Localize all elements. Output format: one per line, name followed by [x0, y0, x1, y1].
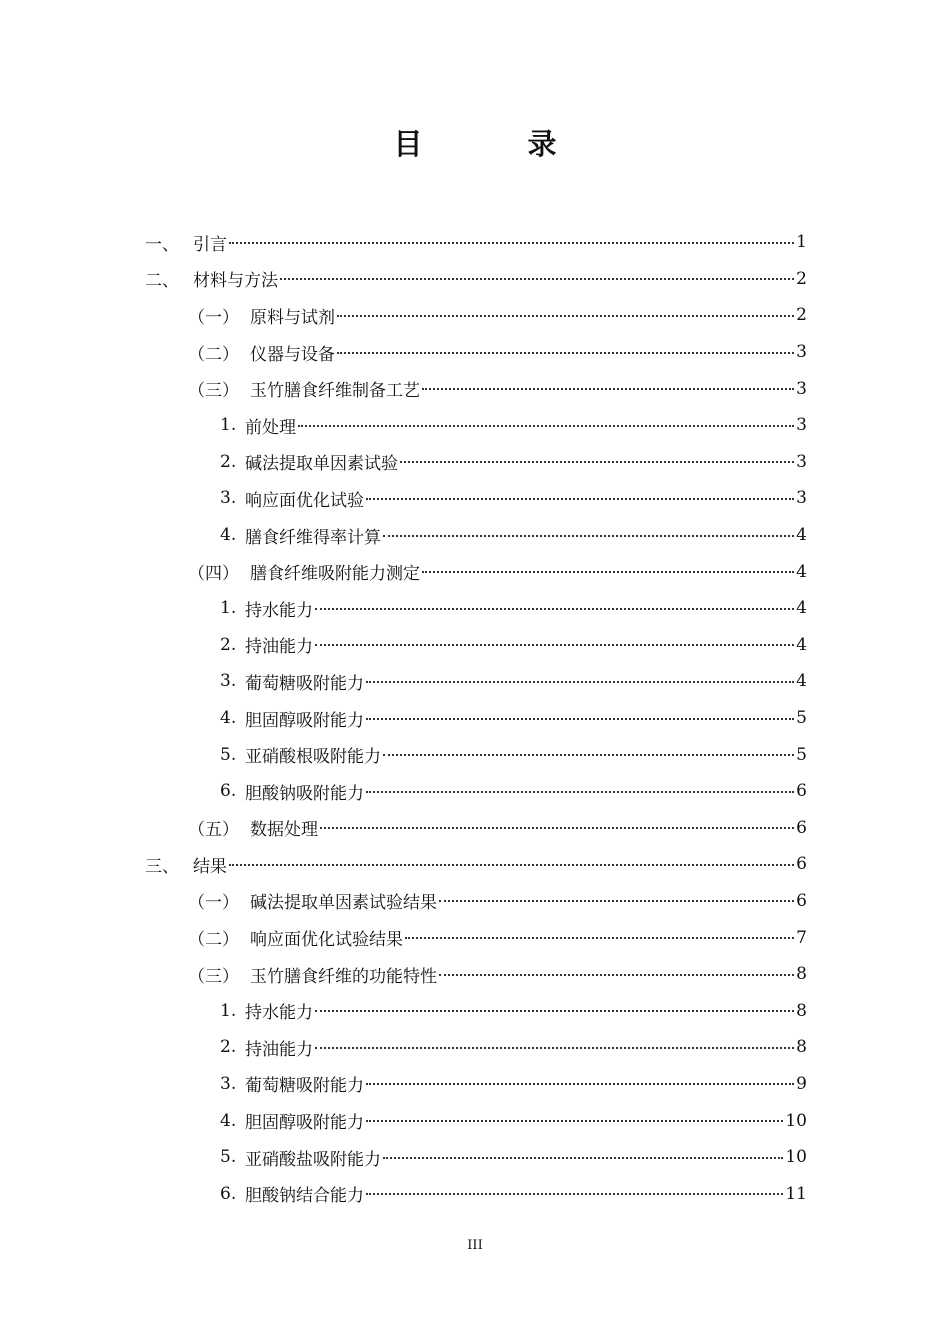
toc-entry-number: 二、: [145, 271, 179, 292]
toc-entry-number: 6.: [220, 1183, 237, 1204]
dot-leader: [320, 826, 794, 829]
toc-entry[interactable]: [0, 992, 950, 1029]
toc-entry[interactable]: [0, 1102, 950, 1139]
dot-leader: [422, 570, 794, 573]
toc-entry-number: 4.: [220, 1110, 237, 1131]
dot-leader: [337, 314, 794, 317]
toc-entry-title: 仪器与设备: [250, 344, 335, 365]
toc-entry-title: 胆固醇吸附能力: [245, 710, 364, 731]
toc-entry-page: 4: [796, 634, 807, 655]
dot-leader: [298, 424, 794, 427]
toc-entry-title: 胆酸钠结合能力: [245, 1186, 364, 1207]
toc-entry-number: 1.: [220, 1000, 237, 1021]
toc-entry-title: 胆酸钠吸附能力: [245, 783, 364, 804]
dot-leader: [383, 1156, 783, 1159]
toc-entry-page: 3: [796, 378, 807, 399]
toc-entry-page: 3: [796, 415, 807, 436]
dot-leader: [366, 1082, 794, 1085]
toc-entry-title: 持油能力: [245, 637, 313, 658]
toc-entry[interactable]: [0, 663, 950, 700]
dot-leader: [315, 1009, 794, 1012]
toc-entry-number: 1.: [220, 415, 237, 436]
toc-entry-page: 6: [796, 817, 807, 838]
dot-leader: [337, 351, 794, 354]
toc-entry-page: 9: [796, 1073, 807, 1094]
toc-entry-title: 持水能力: [245, 1003, 313, 1024]
dot-leader: [400, 460, 794, 463]
toc-entry[interactable]: [0, 590, 950, 627]
dot-leader: [229, 241, 794, 244]
dot-leader: [422, 387, 794, 390]
toc-entry-page: 8: [796, 964, 807, 985]
toc-entry-number: 1.: [220, 598, 237, 619]
toc-entry-page: 2: [796, 305, 807, 326]
toc-entry-title: 胆固醇吸附能力: [245, 1113, 364, 1134]
page-title: 目 录: [393, 127, 595, 161]
toc-entry[interactable]: [0, 334, 950, 371]
toc-entry-page: 5: [796, 744, 807, 765]
toc-entry-page: 4: [796, 525, 807, 546]
toc-entry-number: （三）: [188, 381, 239, 402]
toc-entry-title: 持油能力: [245, 1039, 313, 1060]
dot-leader: [366, 497, 794, 500]
dot-leader: [366, 1192, 783, 1195]
toc-entry-number: （三）: [188, 966, 239, 987]
toc-entry[interactable]: [0, 407, 950, 444]
toc-entry[interactable]: [0, 517, 950, 554]
toc-entry-page: 3: [796, 451, 807, 472]
toc-entry-number: 三、: [145, 856, 179, 877]
toc-entry-title: 结果: [193, 856, 227, 877]
toc-entry-number: （一）: [188, 893, 239, 914]
toc-entry-number: （一）: [188, 307, 239, 328]
dot-leader: [383, 753, 794, 756]
toc-entry[interactable]: [0, 297, 950, 334]
toc-entry-title: 膳食纤维得率计算: [245, 527, 381, 548]
dot-leader: [229, 863, 794, 866]
toc-entry-title: 材料与方法: [193, 271, 278, 292]
dot-leader: [439, 899, 794, 902]
toc-entry-page: 8: [796, 1000, 807, 1021]
toc-entry-title: 葡萄糖吸附能力: [245, 1076, 364, 1097]
toc-entry-number: 5.: [220, 744, 237, 765]
dot-leader: [280, 277, 794, 280]
dot-leader: [366, 1119, 783, 1122]
table-of-contents: [0, 224, 950, 1212]
toc-entry-page: 3: [796, 488, 807, 509]
toc-entry[interactable]: [0, 444, 950, 481]
toc-entry-title: 葡萄糖吸附能力: [245, 673, 364, 694]
toc-entry-number: 2.: [220, 451, 237, 472]
toc-entry-title: 碱法提取单因素试验结果: [250, 893, 437, 914]
toc-entry-page: 7: [796, 927, 807, 948]
toc-entry-page: 4: [796, 671, 807, 692]
dot-leader: [315, 607, 794, 610]
toc-entry-page: 2: [796, 268, 807, 289]
toc-entry[interactable]: [0, 480, 950, 517]
toc-entry-title: 亚硝酸根吸附能力: [245, 747, 381, 768]
toc-entry-title: 持水能力: [245, 600, 313, 621]
toc-entry[interactable]: [0, 370, 950, 407]
toc-entry-number: 4.: [220, 708, 237, 729]
toc-entry[interactable]: [0, 224, 950, 261]
dot-leader: [439, 973, 794, 976]
toc-entry-page: 6: [796, 890, 807, 911]
toc-entry-title: 玉竹膳食纤维制备工艺: [250, 381, 420, 402]
toc-entry-number: 4.: [220, 525, 237, 546]
toc-entry[interactable]: [0, 736, 950, 773]
toc-entry[interactable]: [0, 261, 950, 298]
toc-entry[interactable]: [0, 1175, 950, 1212]
dot-leader: [405, 936, 794, 939]
toc-entry-title: 碱法提取单因素试验: [245, 454, 398, 475]
dot-leader: [366, 680, 794, 683]
toc-entry-number: 3.: [220, 1073, 237, 1094]
toc-entry[interactable]: [0, 956, 950, 993]
toc-entry-page: 10: [785, 1147, 807, 1168]
toc-entry[interactable]: [0, 1029, 950, 1066]
toc-entry-page: 11: [785, 1183, 807, 1204]
page-number-footer: III: [467, 1238, 483, 1253]
toc-entry-page: 6: [796, 854, 807, 875]
toc-entry-page: 10: [785, 1110, 807, 1131]
toc-entry-title: 原料与试剂: [250, 307, 335, 328]
toc-entry-title: 数据处理: [250, 820, 318, 841]
toc-entry-page: 5: [796, 708, 807, 729]
toc-entry-number: （四）: [188, 564, 239, 585]
toc-entry-page: 3: [796, 342, 807, 363]
toc-entry[interactable]: [0, 627, 950, 664]
toc-entry-title: 响应面优化试验: [245, 490, 364, 511]
toc-entry[interactable]: [0, 846, 950, 883]
toc-entry-number: 3.: [220, 671, 237, 692]
toc-entry-page: 1: [796, 232, 807, 253]
dot-leader: [315, 643, 794, 646]
dot-leader: [366, 717, 794, 720]
toc-entry[interactable]: [0, 810, 950, 847]
toc-entry-title: 膳食纤维吸附能力测定: [250, 564, 420, 585]
toc-entry-page: 8: [796, 1037, 807, 1058]
toc-entry-title: 引言: [193, 234, 227, 255]
toc-entry-number: （五）: [188, 820, 239, 841]
toc-entry[interactable]: [0, 1066, 950, 1103]
toc-entry-number: （二）: [188, 344, 239, 365]
toc-entry[interactable]: [0, 919, 950, 956]
dot-leader: [366, 790, 794, 793]
toc-entry-number: 2.: [220, 1037, 237, 1058]
toc-entry-page: 6: [796, 781, 807, 802]
toc-entry-title: 玉竹膳食纤维的功能特性: [250, 966, 437, 987]
toc-entry-page: 4: [796, 561, 807, 582]
toc-entry-title: 响应面优化试验结果: [250, 930, 403, 951]
toc-entry-number: 3.: [220, 488, 237, 509]
toc-entry-page: 4: [796, 598, 807, 619]
toc-entry[interactable]: [0, 1139, 950, 1176]
toc-entry-number: 6.: [220, 781, 237, 802]
toc-entry-title: 亚硝酸盐吸附能力: [245, 1149, 381, 1170]
toc-entry-number: 2.: [220, 634, 237, 655]
toc-entry-number: 5.: [220, 1147, 237, 1168]
toc-entry[interactable]: [0, 883, 950, 920]
dot-leader: [315, 1046, 794, 1049]
toc-entry-number: 一、: [145, 234, 179, 255]
dot-leader: [383, 534, 794, 537]
toc-entry-title: 前处理: [245, 417, 296, 438]
toc-entry[interactable]: [0, 773, 950, 810]
toc-entry[interactable]: [0, 700, 950, 737]
toc-entry[interactable]: [0, 553, 950, 590]
toc-entry-number: （二）: [188, 930, 239, 951]
